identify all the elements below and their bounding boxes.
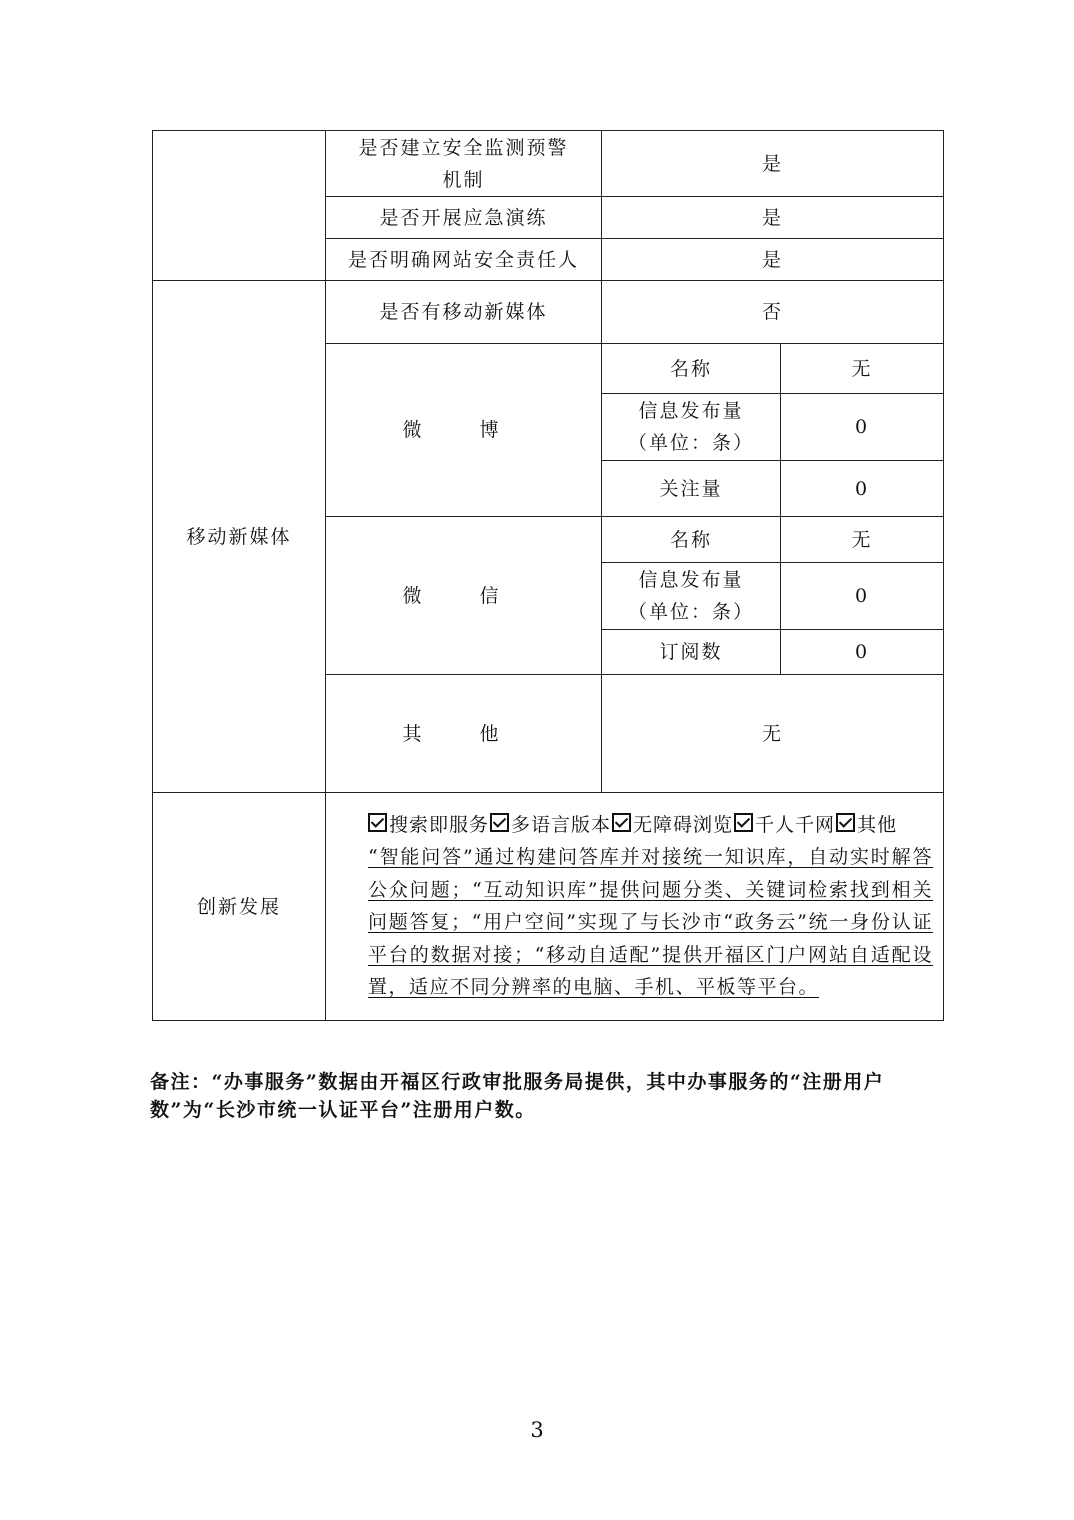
checkbox-label: 无障碍浏览 <box>633 814 734 837</box>
weibo-posts-value: 0 <box>781 394 944 461</box>
other-media-label: 其 他 <box>326 675 602 793</box>
checked-checkbox-icon <box>612 813 631 832</box>
website-report-table <box>152 130 944 1021</box>
emergency-drill-value: 是 <box>602 197 944 239</box>
security-officer-value: 是 <box>602 239 944 281</box>
page-number: 3 <box>530 1418 544 1442</box>
checked-checkbox-icon <box>368 813 387 832</box>
checked-checkbox-icon <box>836 813 855 832</box>
security-officer-label: 是否明确网站安全责任人 <box>326 239 602 281</box>
security-monitoring-value: 是 <box>602 131 944 197</box>
has-mobile-label: 是否有移动新媒体 <box>326 281 602 344</box>
wechat-name-label: 名称 <box>602 517 781 563</box>
wechat-posts-value: 0 <box>781 563 944 630</box>
wechat-label: 微 信 <box>326 517 602 675</box>
weibo-name-label: 名称 <box>602 344 781 394</box>
checkbox-label: 多语言版本 <box>511 814 612 837</box>
weibo-posts-label: 信息发布量 （单位：条） <box>602 394 781 461</box>
wechat-subscribers-value: 0 <box>781 630 944 675</box>
weibo-name-value: 无 <box>781 344 944 394</box>
checked-checkbox-icon <box>734 813 753 832</box>
security-monitoring-label: 是否建立安全监测预警 机制 <box>326 131 602 197</box>
checkbox-label: 千人千网 <box>755 814 836 837</box>
weibo-label: 微 博 <box>326 344 602 517</box>
innovation-description: “智能问答”通过构建问答库并对接统一知识库，自动实时解答公众问题；“互动知识库”提供问题分类、关键词检索找到相关问题答复；“用户空间”实现了与长沙市“政务云”统一身份认证平台的数据对接；“移动自适配”提供开福区门户网站自适配设置，适应不同分辨率的电脑、手机、平板等平台。 <box>368 846 934 999</box>
wechat-name-value: 无 <box>781 517 944 563</box>
security-section-cell <box>153 131 326 281</box>
checkbox-label: 搜索即服务 <box>389 814 490 837</box>
other-media-value: 无 <box>602 675 944 793</box>
footnote: 备注：“办事服务”数据由开福区行政审批服务局提供，其中办事服务的“注册用户数”为“长沙市统一认证平台”注册用户数。 <box>150 1071 885 1121</box>
table-row <box>153 793 944 1021</box>
mobile-section-label: 移动新媒体 <box>153 281 326 793</box>
weibo-followers-label: 关注量 <box>602 461 781 517</box>
checked-checkbox-icon <box>490 813 509 832</box>
table-row <box>153 281 944 344</box>
checkbox-label: 其他 <box>857 814 898 837</box>
emergency-drill-label: 是否开展应急演练 <box>326 197 602 239</box>
wechat-subscribers-label: 订阅数 <box>602 630 781 675</box>
innovation-checkbox-row <box>368 809 933 841</box>
table-row <box>153 131 944 197</box>
has-mobile-value: 否 <box>602 281 944 344</box>
innovation-content <box>326 793 944 1021</box>
weibo-followers-value: 0 <box>781 461 944 517</box>
innovation-section-label: 创新发展 <box>153 793 326 1021</box>
wechat-posts-label: 信息发布量 （单位：条） <box>602 563 781 630</box>
